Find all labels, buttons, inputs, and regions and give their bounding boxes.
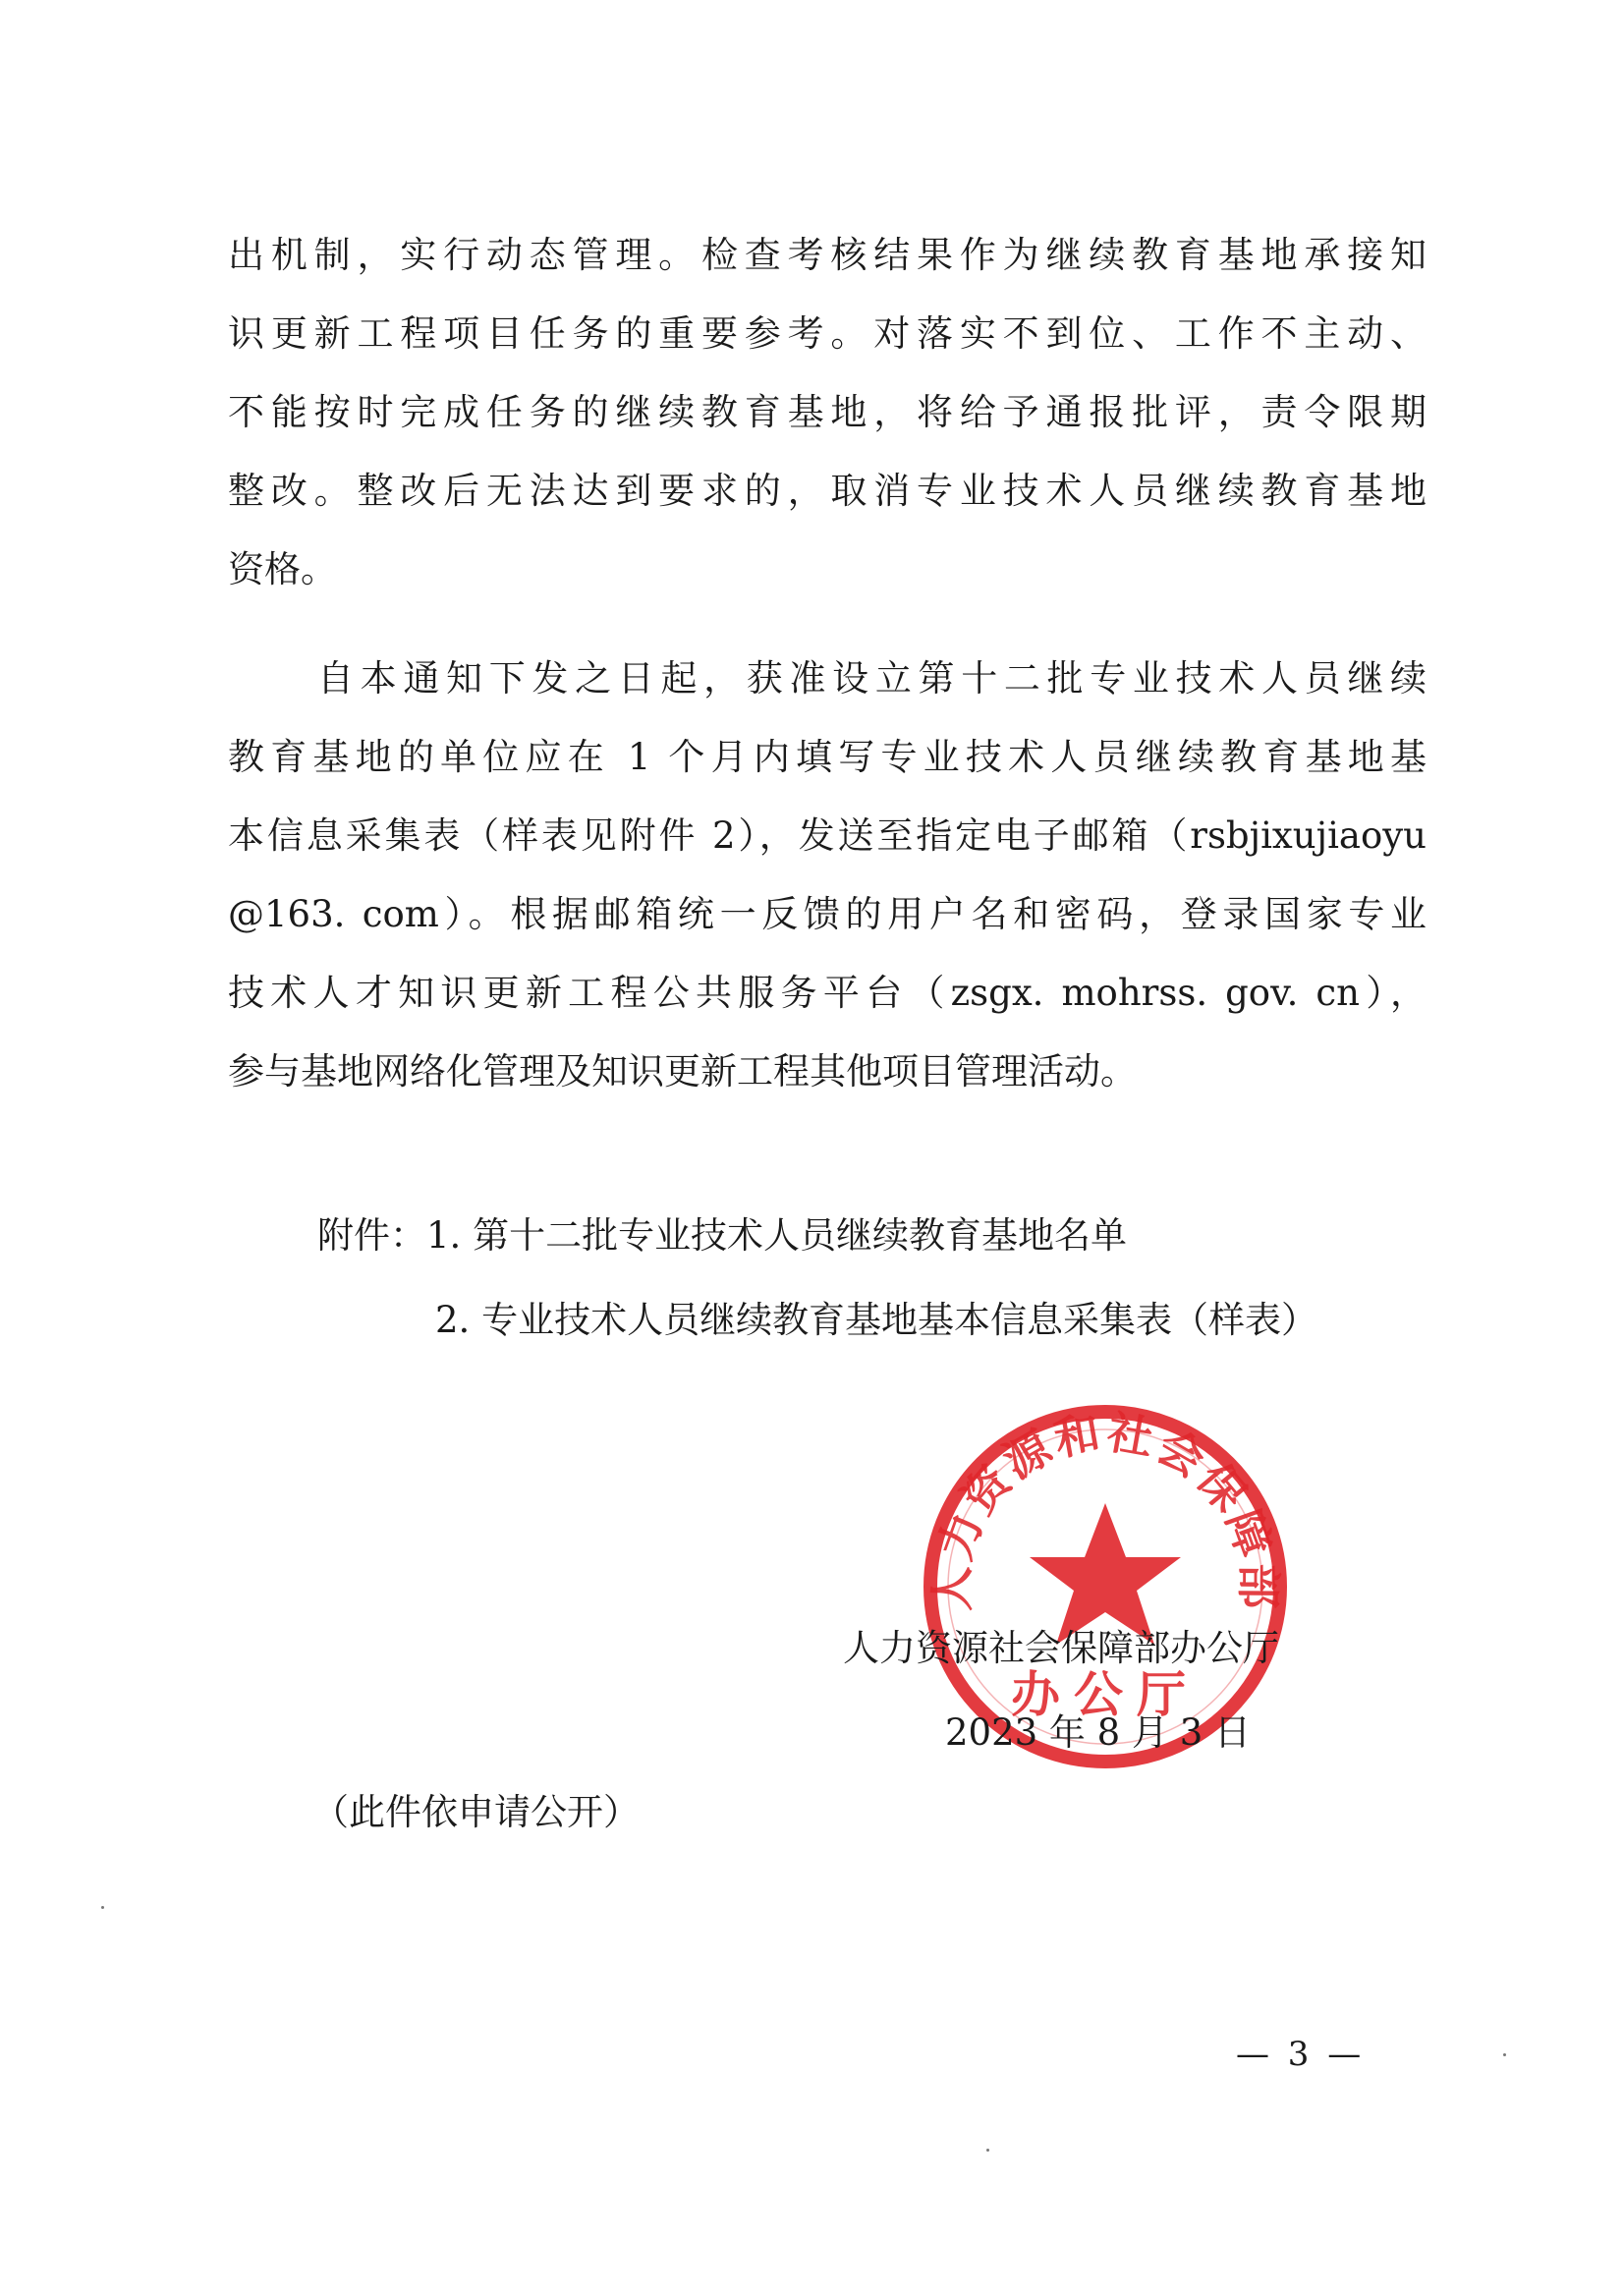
disclosure-note: （此件依申请公开） — [312, 1791, 640, 1833]
svg-text:人力资源和社会保障部: 人力资源和社会保障部 — [924, 1405, 1286, 1612]
paragraph-line: 参与基地网络化管理及知识更新工程其他项目管理活动。 — [228, 1050, 1137, 1092]
paragraph-line: 不能按时完成任务的继续教育基地，将给予通报批评，责令限期 — [228, 391, 1427, 433]
paragraph-line: 技术人才知识更新工程公共服务平台（zsgx. mohrss. gov. cn）， — [228, 972, 1427, 1014]
paragraph-line: 出机制，实行动态管理。检查考核结果作为继续教育基地承接知 — [228, 234, 1427, 276]
svg-text:办公厅: 办公厅 — [1011, 1665, 1200, 1723]
paragraph-line: @163. com）。根据邮箱统一反馈的用户名和密码，登录国家专业 — [228, 893, 1427, 935]
scan-speck — [1503, 2053, 1506, 2056]
attachment-item-2: 2. 专业技术人员继续教育基地基本信息采集表（样表） — [435, 1299, 1318, 1341]
paragraph-line: 整改。整改后无法达到要求的，取消专业技术人员继续教育基地 — [228, 470, 1427, 512]
page-number: — 3 — — [1236, 2035, 1366, 2074]
scan-speck — [986, 2149, 989, 2152]
paragraph-line: 教育基地的单位应在 1 个月内填写专业技术人员继续教育基地基 — [228, 736, 1427, 778]
attachments-heading: 附件：1. 第十二批专业技术人员继续教育基地名单 — [317, 1214, 1128, 1257]
paragraph-line: 自本通知下发之日起，获准设立第十二批专业技术人员继续 — [317, 657, 1427, 700]
issuing-organization: 人力资源社会保障部办公厅 — [843, 1627, 1279, 1669]
issue-date: 2023 年 8 月 3 日 — [945, 1711, 1252, 1754]
paragraph-line: 资格。 — [228, 548, 337, 590]
paragraph-line: 识更新工程项目任务的重要参考。对落实不到位、工作不主动、 — [228, 312, 1427, 355]
paragraph-line: 本信息采集表（样表见附件 2），发送至指定电子邮箱（rsbjixujiaoyu — [228, 814, 1427, 857]
scan-speck — [101, 1906, 104, 1909]
